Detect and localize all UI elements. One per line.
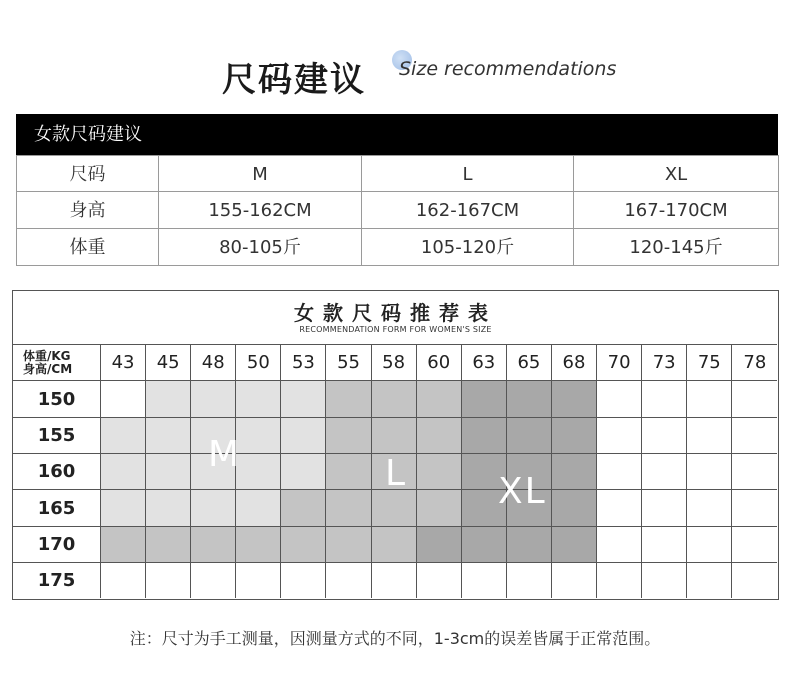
size-cell: [417, 489, 462, 526]
size-cell: [552, 453, 597, 489]
page-header: [0, 48, 790, 98]
size-cell: [326, 417, 371, 453]
size-cell: [732, 453, 777, 489]
size-cell: [687, 526, 732, 562]
size-cell: [101, 453, 146, 489]
height-row-label: 155: [13, 417, 101, 453]
size-cell: [101, 380, 146, 417]
size-cell: [642, 380, 687, 417]
size-cell: [101, 562, 146, 598]
size-table-grid: [16, 155, 778, 266]
size-cell: [146, 562, 191, 598]
size-table-heading: 女款尺码建议: [16, 114, 778, 155]
size-table-cell: 162-167CM: [362, 192, 574, 229]
size-cell: [597, 453, 642, 489]
weight-header: 68: [552, 344, 597, 380]
size-cell: [642, 489, 687, 526]
size-cell: [462, 526, 507, 562]
size-cell: [146, 489, 191, 526]
size-cell: [236, 453, 281, 489]
size-cell: [326, 380, 371, 417]
size-cell: [236, 526, 281, 562]
weight-header: 43: [101, 344, 146, 380]
size-cell: [281, 489, 326, 526]
size-cell: [417, 453, 462, 489]
size-cell: [326, 562, 371, 598]
size-suggestion-table: [16, 114, 778, 266]
size-cell: [146, 453, 191, 489]
size-cell: [642, 562, 687, 598]
size-cell: [552, 489, 597, 526]
weight-header: 65: [507, 344, 552, 380]
size-cell: [687, 562, 732, 598]
size-cell: [597, 380, 642, 417]
size-band-label-xl: XL: [498, 471, 547, 512]
size-cell: [101, 417, 146, 453]
size-cell: [732, 380, 777, 417]
grid-corner-label: [13, 344, 101, 380]
size-cell: [597, 417, 642, 453]
size-cell: [146, 417, 191, 453]
size-table-cell: 80-105斤: [159, 229, 362, 266]
size-cell: [326, 489, 371, 526]
size-cell: [236, 489, 281, 526]
size-cell: [146, 380, 191, 417]
size-cell: [191, 526, 236, 562]
size-cell: [372, 526, 417, 562]
size-cell: [281, 417, 326, 453]
size-cell: [552, 562, 597, 598]
size-cell: [417, 380, 462, 417]
weight-header: 78: [732, 344, 777, 380]
weight-header: 45: [146, 344, 191, 380]
footnote: 注：尺寸为手工测量，因测量方式的不同，1-3cm的误差皆属于正常范围。: [129, 629, 661, 648]
height-row-label: 175: [13, 562, 101, 598]
height-row-label: 160: [13, 453, 101, 489]
size-cell: [236, 417, 281, 453]
size-table-cell: M: [159, 155, 362, 192]
size-cell: [236, 562, 281, 598]
size-cell: [236, 380, 281, 417]
size-cell: [507, 562, 552, 598]
size-table-row-label: 体重: [17, 229, 159, 266]
size-table-cell: 155-162CM: [159, 192, 362, 229]
weight-header: 60: [417, 344, 462, 380]
size-cell: [146, 526, 191, 562]
weight-header: 63: [462, 344, 507, 380]
size-table-cell: 105-120斤: [362, 229, 574, 266]
size-table-cell: XL: [574, 155, 779, 192]
height-row-label: 170: [13, 526, 101, 562]
weight-header: 55: [326, 344, 371, 380]
chart-title: 女款尺码推荐表: [294, 301, 497, 325]
size-cell: [552, 380, 597, 417]
weight-header: 48: [191, 344, 236, 380]
weight-axis-label: 体重/KG: [23, 348, 71, 363]
size-cell: [417, 526, 462, 562]
size-cell: [732, 489, 777, 526]
size-cell: [191, 562, 236, 598]
weight-header: 58: [372, 344, 417, 380]
size-cell: [417, 417, 462, 453]
size-cell: [552, 526, 597, 562]
weight-header: 50: [236, 344, 281, 380]
size-cell: [281, 380, 326, 417]
size-table-cell: L: [362, 155, 574, 192]
size-cell: [417, 562, 462, 598]
height-row-label: 165: [13, 489, 101, 526]
page-title: 尺码建议: [222, 60, 366, 100]
size-cell: [462, 417, 507, 453]
size-table-row-label: 尺码: [17, 155, 159, 192]
size-cell: [101, 526, 146, 562]
size-cell: [281, 453, 326, 489]
size-cell: [372, 380, 417, 417]
size-cell: [372, 417, 417, 453]
height-row-label: 150: [13, 380, 101, 417]
size-cell: [372, 489, 417, 526]
size-cell: [281, 526, 326, 562]
weight-header: 70: [597, 344, 642, 380]
height-axis-label: 身高/CM: [23, 361, 73, 376]
size-cell: [687, 453, 732, 489]
size-cell: [687, 380, 732, 417]
page-subtitle: Size recommendations: [399, 58, 617, 80]
size-cell: [507, 526, 552, 562]
weight-header: 73: [642, 344, 687, 380]
recommendation-chart: [12, 290, 779, 600]
size-table-cell: 167-170CM: [574, 192, 779, 229]
weight-header: 75: [687, 344, 732, 380]
size-band-label-l: L: [385, 453, 408, 494]
size-cell: [507, 417, 552, 453]
size-cell: [597, 489, 642, 526]
size-band-label-m: M: [208, 434, 242, 475]
size-cell: [642, 417, 687, 453]
size-cell: [687, 489, 732, 526]
size-cell: [326, 453, 371, 489]
size-cell: [462, 562, 507, 598]
size-cell: [642, 453, 687, 489]
size-cell: [281, 562, 326, 598]
size-cell: [507, 380, 552, 417]
size-cell: [732, 526, 777, 562]
size-cell: [191, 489, 236, 526]
size-cell: [101, 489, 146, 526]
size-cell: [732, 562, 777, 598]
size-cell: [732, 417, 777, 453]
size-table-cell: 120-145斤: [574, 229, 779, 266]
chart-subtitle: RECOMMENDATION FORM FOR WOMEN'S SIZE: [299, 325, 492, 334]
size-cell: [597, 526, 642, 562]
size-cell: [597, 562, 642, 598]
size-cell: [326, 526, 371, 562]
size-cell: [191, 380, 236, 417]
size-cell: [372, 562, 417, 598]
size-cell: [687, 417, 732, 453]
size-cell: [552, 417, 597, 453]
size-cell: [642, 526, 687, 562]
size-cell: [462, 380, 507, 417]
weight-header: 53: [281, 344, 326, 380]
size-table-row-label: 身高: [17, 192, 159, 229]
